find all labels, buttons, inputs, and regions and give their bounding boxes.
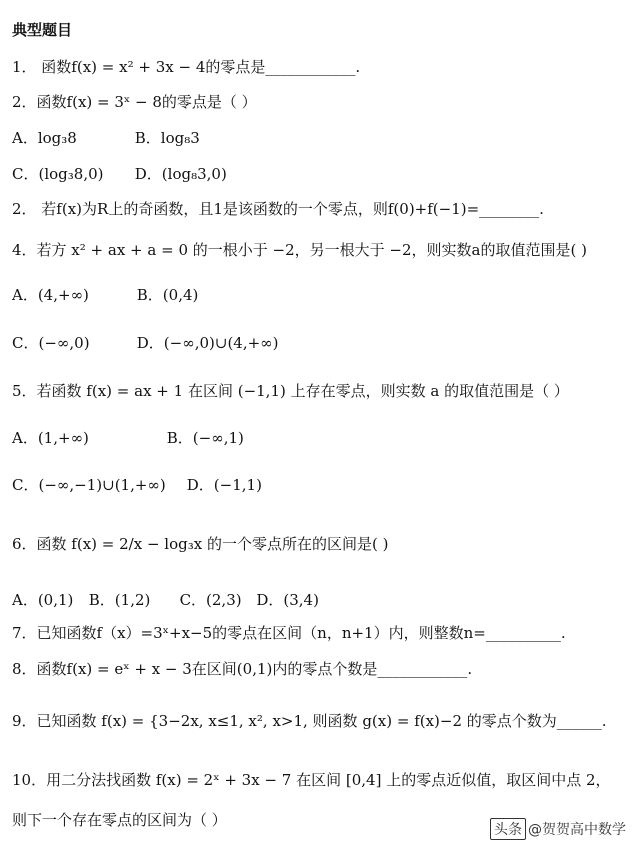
option-c: C．(log₃8,0) — [12, 165, 104, 183]
watermark-text: @贺贺高中数学 — [528, 822, 626, 838]
question-6: 6．函数 f(x) = 2/x − log₃x 的一个零点所在的区间是( ) — [12, 535, 389, 553]
question-7: 7．已知函数f（x）=3ˣ+x−5的零点在区间（n，n+1）内，则整数n=__________. — [12, 624, 566, 642]
question-5-options-ab — [12, 427, 244, 449]
question-6-options — [12, 589, 319, 611]
question-2: 2．函数f(x) = 3ˣ − 8的零点是（ ） — [12, 93, 257, 111]
option-a: A．(1,+∞) — [12, 429, 89, 447]
question-5: 5．若函数 f(x) = ax + 1 在区间 (−1,1) 上存在零点，则实数 a 的取值范围是（ ） — [12, 382, 569, 400]
option-a: A．(4,+∞) — [12, 286, 89, 304]
question-5-options-cd — [12, 474, 262, 496]
option-d: D．(−∞,0)∪(4,+∞) — [136, 334, 279, 352]
page-title: 典型题目 — [12, 21, 73, 39]
watermark — [490, 818, 626, 840]
question-2-options-cd — [12, 163, 227, 185]
question-1: 1． 函数f(x) = x² + 3x − 4的零点是____________. — [12, 58, 361, 76]
question-9: 9．已知函数 f(x) = {3−2x, x≤1, x², x>1, 则函数 g(x) = f(x)−2 的零点个数为______. — [12, 712, 607, 730]
option-d: D．(3,4) — [256, 591, 319, 609]
option-c: C．(−∞,0) — [12, 334, 90, 352]
watermark-logo: 头条 — [490, 818, 526, 840]
option-d: D．(log₈3,0) — [134, 165, 227, 183]
option-d: D．(−1,1) — [186, 476, 262, 494]
option-b: B．log₈3 — [134, 129, 200, 147]
option-b: B．(0,4) — [136, 286, 199, 304]
question-10: 10．用二分法找函数 f(x) = 2ˣ + 3x − 7 在区间 [0,4] 上的零点近似值，取区间中点 2， — [12, 771, 611, 789]
question-3: 2． 若f(x)为R上的奇函数，且1是该函数的一个零点，则f(0)+f(−1)=________. — [12, 200, 544, 218]
question-2-options-ab — [12, 127, 200, 149]
option-a: A．(0,1) — [12, 591, 74, 609]
option-a: A．log₃8 — [12, 129, 77, 147]
question-4: 4．若方 x² + ax + a = 0 的一根小于 −2，另一根大于 −2，则实数a的取值范围是( ) — [12, 241, 587, 259]
option-c: C．(2,3) — [179, 591, 242, 609]
question-10-continued: 则下一个存在零点的区间为（ ） — [12, 811, 227, 829]
option-b: B．(1,2) — [88, 591, 151, 609]
question-4-options-cd — [12, 332, 279, 354]
option-c: C．(−∞,−1)∪(1,+∞) — [12, 476, 166, 494]
option-b: B．(−∞,1) — [166, 429, 244, 447]
question-8: 8．函数f(x) = eˣ + x − 3在区间(0,1)内的零点个数是____________. — [12, 660, 473, 678]
question-4-options-ab — [12, 284, 198, 306]
